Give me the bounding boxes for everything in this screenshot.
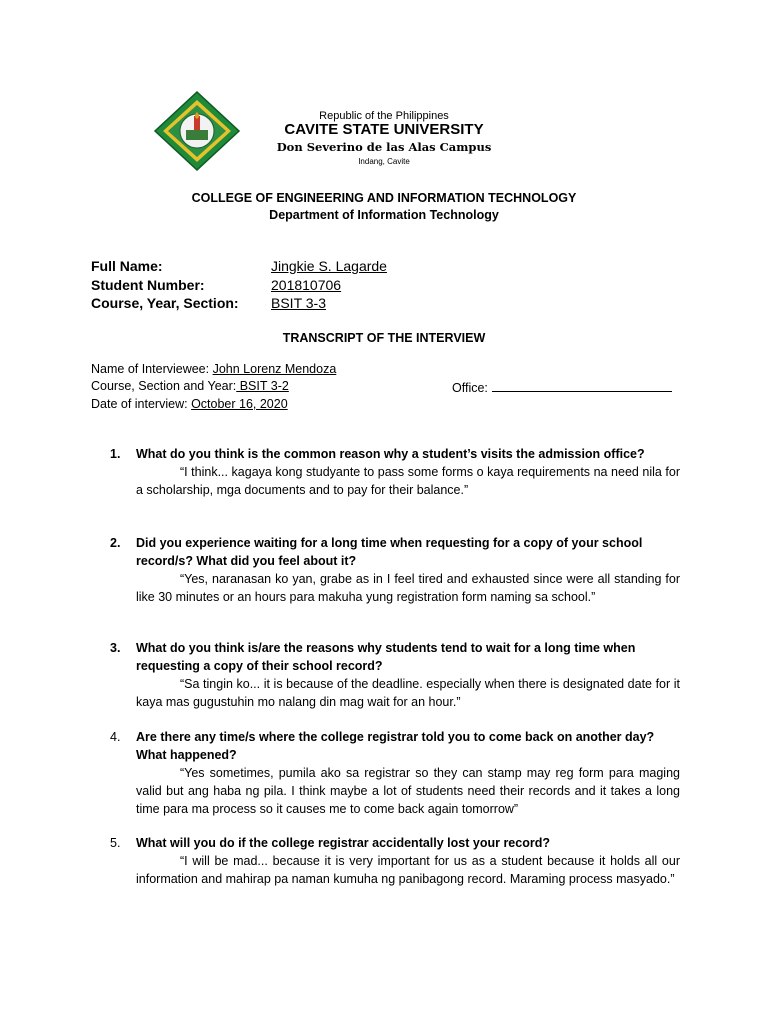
interview-date-label: Date of interview:	[91, 397, 188, 411]
question-text: What will you do if the college registrar accidentally lost your record?	[136, 836, 550, 850]
student-number-label: Student Number:	[91, 277, 205, 293]
document-title: TRANSCRIPT OF THE INTERVIEW	[282, 331, 486, 345]
course-label: Course, Year, Section:	[91, 295, 239, 311]
question-item	[110, 534, 680, 606]
interviewee-course-row	[91, 379, 289, 393]
question-number: 5.	[110, 836, 121, 850]
answer-text: “I will be mad... because it is very important for us as a student because it holds all our information and mahirap pa naman kumuha ng panibagong record. Maraming process masyado.”	[136, 854, 680, 886]
full-name-label: Full Name:	[91, 258, 163, 274]
question-item	[110, 445, 680, 499]
campus-name: Don Severino de las Alas Campus	[276, 140, 492, 154]
interviewee-course-label: Course, Section and Year:	[91, 379, 237, 393]
question-number: 1.	[110, 447, 121, 461]
college-name: COLLEGE OF ENGINEERING AND INFORMATION TECHNOLOGY	[191, 191, 577, 205]
interview-date-value: October 16, 2020	[191, 397, 288, 411]
question-text: What do you think is/are the reasons why students tend to wait for a long time when requesting a copy of their school record?	[136, 641, 636, 673]
university-name: CAVITE STATE UNIVERSITY	[284, 121, 484, 138]
republic-text: Republic of the Philippines	[319, 110, 449, 122]
question-text: Are there any time/s where the college registrar told you to come back on another day? What happened?	[136, 730, 655, 762]
question-item	[110, 728, 680, 818]
question-item	[110, 834, 680, 888]
interview-date-row	[91, 397, 288, 411]
student-number-value: 201810706	[271, 277, 342, 293]
full-name-value: Jingkie S. Lagarde	[271, 258, 387, 274]
question-number: 4.	[110, 730, 121, 744]
answer-text: “Yes sometimes, pumila ako sa registrar so they can stamp may reg form para maging valid but ang haba ng pila. I think maybe a lot of students need their records and it takes a long time para ma process so it causes me to come back again tomorrow”	[136, 766, 680, 816]
answer-text: “Yes, naranasan ko yan, grabe as in I feel tired and exhausted since were all standing for like 30 minutes or an hours para makuha yung registration form naming sa school.”	[136, 572, 680, 604]
course-value: BSIT 3-3	[271, 295, 326, 311]
campus-location: Indang, Cavite	[358, 157, 410, 166]
interviewee-row	[91, 362, 336, 376]
answer-text: “I think... kagaya kong studyante to pass some forms o kaya requirements na need nila for a scholarship, mga documents and to pay for their balance.”	[136, 465, 680, 497]
question-item	[110, 639, 680, 711]
question-number: 2.	[110, 536, 121, 550]
office-row	[452, 379, 672, 395]
interviewee-value: John Lorenz Mendoza	[212, 362, 337, 376]
office-blank-line	[492, 379, 672, 392]
office-label: Office:	[452, 381, 488, 395]
question-text: Did you experience waiting for a long time when requesting for a copy of your school record/s? What did you feel about it?	[136, 536, 643, 568]
interviewee-label: Name of Interviewee:	[91, 362, 210, 376]
interviewee-course-value: BSIT 3-2	[236, 379, 289, 393]
question-number: 3.	[110, 641, 121, 655]
answer-text: “Sa tingin ko... it is because of the deadline. especially when there is designated date for it kaya mas gugustuhin mo nalang din mag wait for an hour.”	[136, 677, 680, 709]
department-name: Department of Information Technology	[269, 208, 499, 222]
question-text: What do you think is the common reason why a student’s visits the admission office?	[136, 447, 645, 461]
